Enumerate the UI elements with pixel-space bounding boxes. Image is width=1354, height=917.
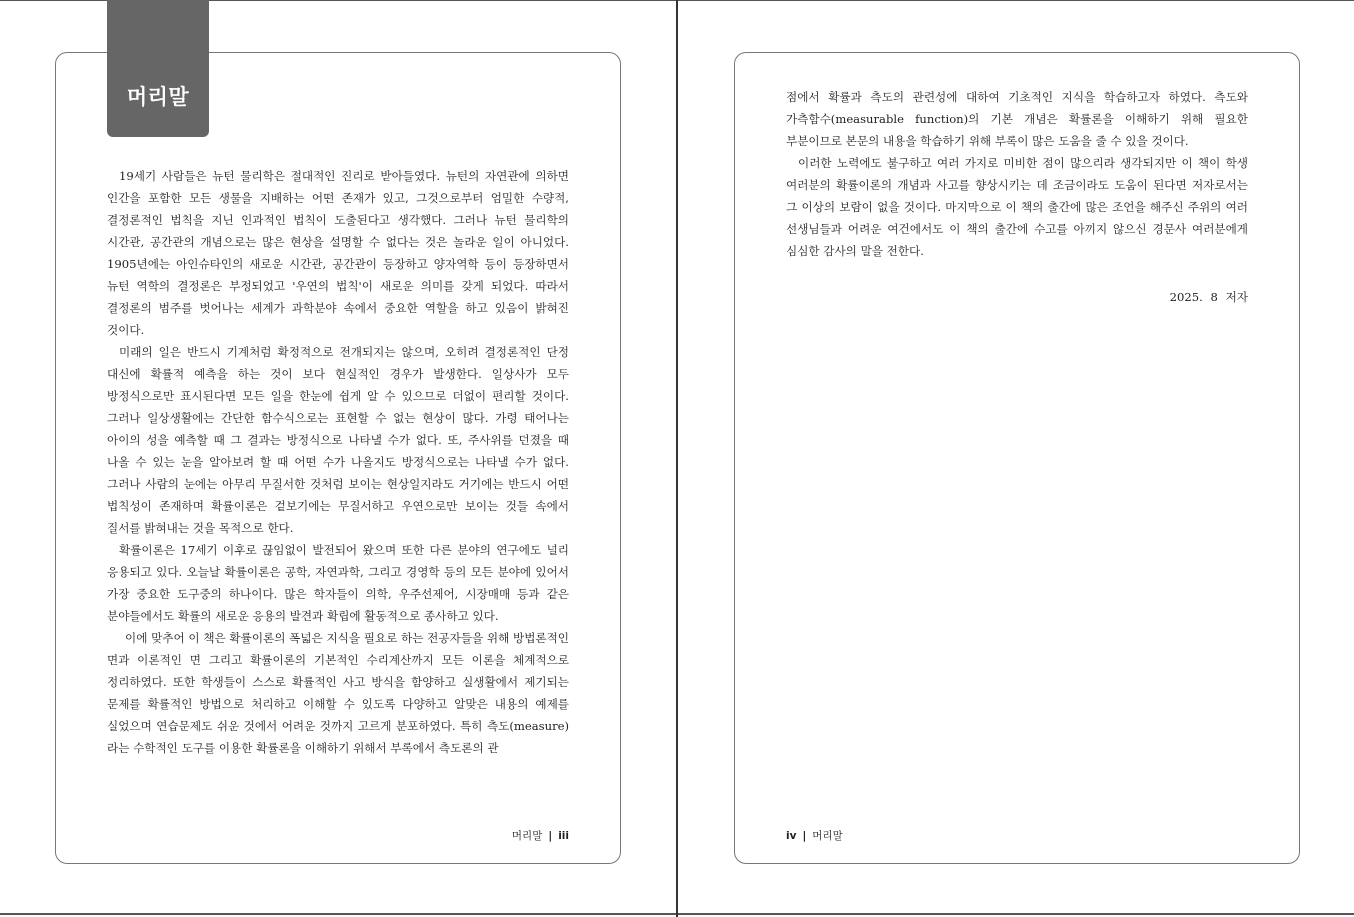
right-folio [786,828,843,843]
signature-line: 2025. 8 저자 [1169,290,1248,304]
folio-label: 머리말 [812,830,843,842]
right-body-text [786,86,1248,262]
left-body-text [107,165,569,759]
paragraph: 이러한 노력에도 불구하고 여러 가지로 미비한 점이 많으리라 생각되지만 이 책이 학생 여러분의 확률이론의 개념과 사고를 향상시키는 데 조금이라도 도움이 된다면 저자로서는 그 이상의 보람이 없을 것이다. 마지막으로 이 책의 출간에 많은 조언을 해주신 주위의 여러 선생님들과 어려운 여건에서도 이 책의 출간에 수고를 아끼지 않으신 경문사 여러분에게 심심한 감사의 말을 전한다. [786,156,1248,258]
right-page [678,0,1354,913]
paragraph: 이에 맞추어 이 책은 확률이론의 폭넓은 지식을 필요로 하는 전공자들을 위해 방법론적인 면과 이론적인 면 그리고 확률이론의 기본적인 수리계산까지 모든 이론을 체계적으로 정리하였다. 또한 학생들이 스스로 확률적인 사고 방식을 함양하고 실생활에서 제기되는 문제를 확률적인 방법으로 처리하고 이해할 수 있도록 다양하고 알맞은 내용의 예제를 실었으며 연습문제도 쉬운 것에서 어려운 것까지 고르게 분포하였다. 특히 측도(measure)라는 수학적인 도구를 이용한 확률론을 이해하기 위해서 부록에서 측도론의 관 [107,631,569,755]
paragraph: 19세기 사람들은 뉴턴 물리학은 절대적인 진리로 받아들였다. 뉴턴의 자연관에 의하면 인간을 포함한 모든 생물을 지배하는 어떤 존재가 있고, 그것으로부터 엄밀한 수량적, 결정론적인 법칙을 지닌 인과적인 법칙이 도출된다고 생각했다. 그러나 뉴턴 물리학의 시간관, 공간관의 개념으로는 많은 현상을 설명할 수 없다는 것은 놀라운 일이 아니었다. 1905년에는 아인슈타인의 새로운 시간관, 공간관이 등장하고 양자역학 등이 등장하면서 뉴턴 역학의 결정론은 부정되었고 '우연의 법칙'이 새로운 의미를 갖게 되었다. 따라서 결정론의 범주를 벗어나는 세계가 과학분야 속에서 중요한 역할을 하고 있음이 밝혀진 것이다. [107,169,569,337]
page-number: iii [558,830,569,842]
page-number: iv [786,830,797,842]
left-page [0,0,676,913]
left-folio [380,828,569,843]
paragraph: 확률이론은 17세기 이후로 끊임없이 발전되어 왔으며 또한 다른 분야의 연구에도 널리 응용되고 있다. 오늘날 확률이론은 공학, 자연과학, 그리고 경영학 등의 모든 분야에 있어서 가장 중요한 도구중의 하나이다. 많은 학자들이 의학, 우주선제어, 시장매매 등과 같은 분야들에서도 확률의 새로운 응용의 발견과 확립에 활동적으로 종사하고 있다. [107,543,569,623]
paragraph: 미래의 일은 반드시 기계처럼 확정적으로 전개되지는 않으며, 오히려 결정론적인 단정 대신에 확률적 예측을 하는 것이 보다 현실적인 경우가 발생한다. 일상사가 모두 방정식으로만 표시된다면 모든 일을 한눈에 쉽게 알 수 있으므로 더없이 편리할 것이다. 그러나 일상생활에는 간단한 함수식으로는 표현할 수 없는 현상이 많다. 가령 태어나는 아이의 성을 예측할 때 그 결과는 방정식으로 나타낼 수가 없다. 또, 주사위를 던졌을 때 나올 수 있는 눈을 알아보려 할 때 어떤 수가 나올지도 방정식으로는 나타낼 수가 없다. 그러나 사람의 눈에는 아무리 무질서한 것처럼 보이는 현상일지라도 거기에는 반드시 어떤 법칙성이 존재하며 확률이론은 겉보기에는 무질서하고 우연으로만 보이는 것들 속에서 질서를 밝혀내는 것을 목적으로 한다. [107,345,569,535]
folio-label: 머리말 [511,830,543,842]
folio-separator: | [802,830,807,842]
folio-separator: | [548,830,553,842]
chapter-title: 머리말 [126,85,190,109]
paragraph: 점에서 확률과 측도의 관련성에 대하여 기초적인 지식을 학습하고자 하였다. 측도와 가측함수(measurable function)의 기본 개념은 확률론을 이해하기 위해 필요한 부분이므로 본문의 내용을 학습하기 위해 부록이 많은 도움을 줄 수 있을 것이다. [786,90,1248,148]
chapter-title-tab [107,0,209,137]
